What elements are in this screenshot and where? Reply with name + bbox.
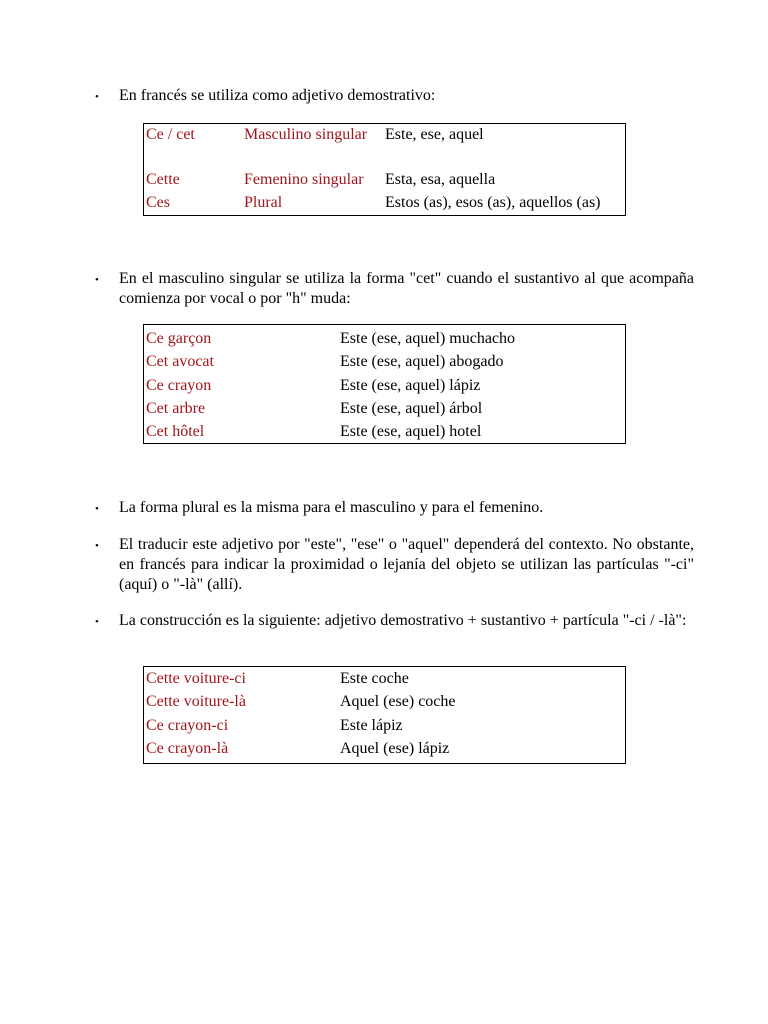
particle-examples-table [143,666,626,764]
bullet-dot: • [95,91,99,103]
spanish-translation: Este (ese, aquel) árbol [340,399,483,417]
spanish-translation: Esta, esa, aquella [385,171,496,188]
gender-label: Masculino singular [244,126,368,143]
french-example: Ce crayon [146,376,212,394]
bullet-dot: • [95,540,99,552]
spanish-translation: Aquel (ese) lápiz [340,739,450,757]
demonstrative-table [143,123,626,216]
table-row [144,691,625,714]
table-row [144,192,625,215]
table-row [144,124,625,169]
table-row [144,328,625,351]
french-example: Cet hôtel [146,423,205,441]
french-example: Cet arbre [146,399,206,417]
table-row [144,351,625,374]
french-example: Ce crayon-là [146,739,229,757]
spanish-translation: Este (ese, aquel) hotel [340,423,482,441]
french-form: Ce / cet [146,126,195,143]
table-row [144,421,625,444]
spanish-translation: Este coche [340,670,409,687]
french-form: Cette [146,171,180,188]
french-example: Cet avocat [146,353,214,371]
paragraph-plural: La forma plural es la misma para el masculino y para el femenino. [119,499,544,516]
spanish-translation: Este (ese, aquel) abogado [340,353,504,371]
spanish-translation: Aquel (ese) coche [340,693,456,711]
bullet-dot: • [95,503,99,515]
spanish-translation: Este (ese, aquel) lápiz [340,376,481,394]
paragraph-intro: En francés se utiliza como adjetivo demostrativo: [119,87,436,104]
paragraph-construction: La construcción es la siguiente: adjetivo demostrativo + sustantivo + partícula "-ci / -là": [119,612,687,629]
table-row [144,169,625,192]
spanish-translation: Este, ese, aquel [385,126,484,143]
bullet-dot: • [95,274,99,286]
french-example: Ce crayon-ci [146,716,229,734]
french-example: Ce garçon [146,330,212,347]
gender-label: Femenino singular [244,171,364,188]
paragraph-cet-rule: En el masculino singular se utiliza la forma "cet" cuando el sustantivo al que acompaña comienza por vocal o por "h" muda: [119,270,694,307]
spanish-translation: Este lápiz [340,716,403,734]
table-row [144,375,625,398]
french-example: Cette voiture-là [146,693,246,711]
spanish-translation: Estos (as), esos (as), aquellos (as) [385,194,601,211]
paragraph-context: El traducir este adjetivo por "este", "ese" o "aquel" dependerá del contexto. No obstante, en francés para indicar la proximidad o lejanía del objeto se utilizan las partículas "-ci" (aquí) o "-là" (allí). [119,536,694,593]
table-row [144,738,625,761]
french-form: Ces [146,194,170,211]
bullet-dot: • [95,616,99,628]
table-row [144,398,625,421]
gender-label: Plural [244,194,283,211]
spanish-translation: Este (ese, aquel) muchacho [340,330,516,347]
table-row [144,668,625,691]
french-example: Cette voiture-ci [146,670,246,687]
cet-examples-table [143,324,626,444]
table-row [144,715,625,738]
